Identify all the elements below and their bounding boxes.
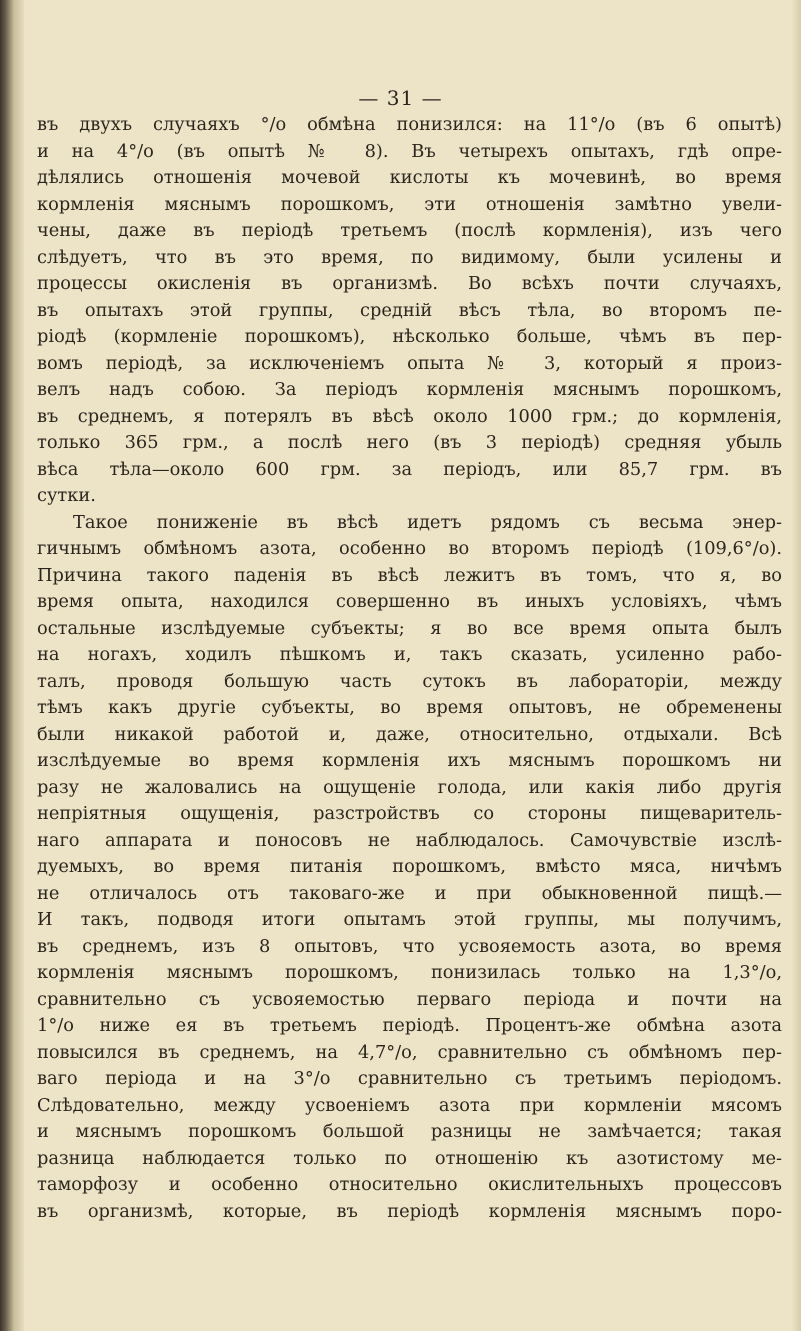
text-line: ваго періода и на 3°/о сравнительно съ третьимъ періодомъ. bbox=[37, 1068, 782, 1089]
text-line: вѣса тѣла—около 600 грм. за періодъ, или 85,7 грм. въ bbox=[37, 458, 782, 480]
text-line: талъ, проводя большую часть сутокъ въ лабораторіи, между bbox=[37, 670, 782, 692]
page-edge bbox=[791, 0, 801, 1331]
text-line: наго аппарата и поносовъ не наблюдалось. Самочувствіе изслѣ- bbox=[37, 829, 782, 851]
text-line: изслѣдуемые во время кормленія ихъ мяснымъ порошкомъ ни bbox=[37, 750, 782, 771]
text-line: кормленія мяснымъ порошкомъ, эти отношенія замѣтно увели- bbox=[37, 193, 782, 215]
text-line: кормленія мяснымъ порошкомъ, понизилась только на 1,3°/о, bbox=[37, 962, 782, 983]
book-gutter-shadow bbox=[0, 0, 24, 1331]
text-line: ріодѣ (кормленіе порошкомъ), нѣсколько больше, чѣмъ въ пер- bbox=[37, 326, 782, 347]
text-line: вомъ періодѣ, за исключеніемъ опыта № 3, который я произ- bbox=[37, 352, 782, 374]
text-line: чены, даже въ періодѣ третьемъ (послѣ кормленія), изъ чего bbox=[37, 220, 782, 241]
text-line: 1°/о ниже ея въ третьемъ періодѣ. Процентъ-же обмѣна азота bbox=[37, 1015, 782, 1036]
text-line: слѣдуетъ, что въ это время, по видимому, были усилены и bbox=[37, 246, 782, 268]
text-line: дѣлялись отношенія мочевой кислоты къ мочевинѣ, во время bbox=[37, 167, 782, 188]
text-line: сутки. bbox=[37, 485, 96, 506]
text-line: не отличалось отъ таковаго-же и при обыкновенной пищѣ.— bbox=[37, 882, 782, 904]
text-line: сравнительно съ усвояемостью перваго періода и почти на bbox=[37, 988, 782, 1010]
text-line: время опыта, находился совершенно въ иныхъ условіяхъ, чѣмъ bbox=[37, 591, 782, 612]
body-text bbox=[37, 112, 782, 1225]
text-line: Причина такого паденія въ вѣсѣ лежитъ въ томъ, что я, во bbox=[37, 564, 782, 586]
paragraph-start: Такое пониженіе въ вѣсѣ идетъ рядомъ съ весьма энер- bbox=[73, 511, 782, 533]
text-line: процессы окисленія въ организмѣ. Во всѣхъ почти случаяхъ, bbox=[37, 273, 782, 294]
text-line: только 365 грм., а послѣ него (въ 3 періодѣ) средняя убыль bbox=[37, 432, 782, 453]
text-line: въ среднемъ, изъ 8 опытовъ, что усвояемость азота, во время bbox=[37, 935, 782, 957]
text-line: непріятныя ощущенія, разстройствъ со стороны пищеваритель- bbox=[37, 803, 782, 824]
text-line: велъ надъ собою. За періодъ кормленія мяснымъ порошкомъ, bbox=[37, 379, 782, 400]
text-line: повысился въ среднемъ, на 4,7°/о, сравнительно съ обмѣномъ пер- bbox=[37, 1041, 782, 1063]
text-line: въ опытахъ этой группы, средній вѣсъ тѣла, во второмъ пе- bbox=[37, 299, 782, 321]
text-line: таморфозу и особенно относительно окислительныхъ процессовъ bbox=[37, 1174, 782, 1195]
text-line: Слѣдовательно, между усвоеніемъ азота при кормленіи мясомъ bbox=[37, 1094, 782, 1116]
text-line: въ среднемъ, я потерялъ въ вѣсѣ около 1000 грм.; до кормленія, bbox=[37, 405, 782, 427]
text-line: были никакой работой и, даже, относительно, отдыхали. Всѣ bbox=[37, 723, 782, 745]
text-line: остальные изслѣдуемые субъекты; я во все время опыта былъ bbox=[37, 617, 782, 639]
text-line: гичнымъ обмѣномъ азота, особенно во второмъ періодѣ (109,6°/о). bbox=[37, 538, 782, 559]
text-line: и на 4°/о (въ опытѣ № 8). Въ четырехъ опытахъ, гдѣ опре- bbox=[37, 140, 782, 162]
text-line: разница наблюдается только по отношенію къ азотистому ме- bbox=[37, 1147, 782, 1169]
text-line: И такъ, подводя итоги опытамъ этой группы, мы получимъ, bbox=[37, 909, 782, 930]
text-line: разу не жаловались на ощущеніе голода, или какія либо другія bbox=[37, 776, 782, 798]
page-number: — 31 — bbox=[358, 86, 443, 110]
text-line: въ двухъ случаяхъ °/о обмѣна понизился: на 11°/о (въ 6 опытѣ) bbox=[37, 114, 782, 135]
text-line: въ организмѣ, которые, въ періодѣ кормленія мяснымъ поро- bbox=[37, 1200, 782, 1222]
text-line: на ногахъ, ходилъ пѣшкомъ и, такъ сказать, усиленно рабо- bbox=[37, 644, 782, 665]
text-line: дуемыхъ, во время питанія порошкомъ, вмѣсто мяса, ничѣмъ bbox=[37, 856, 782, 877]
text-line: и мяснымъ порошкомъ большой разницы не замѣчается; такая bbox=[37, 1121, 782, 1142]
text-line: тѣмъ какъ другіе субъекты, во время опытовъ, не обременены bbox=[37, 697, 782, 718]
